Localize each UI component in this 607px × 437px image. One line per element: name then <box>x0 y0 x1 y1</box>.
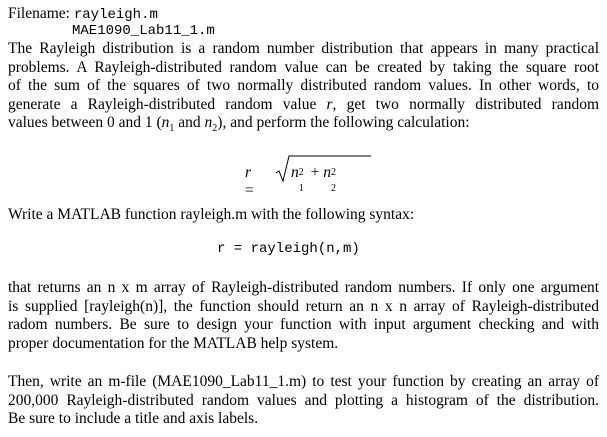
desc-line-2: is supplied [rayleigh(n)], the function should return an n x n array of Rayleigh-distributed <box>8 297 599 315</box>
test-line-3: Be sure to include a title and axis labels. <box>8 410 259 427</box>
desc-line-3: radom numbers. Be sure to design your function with input argument checking and with <box>8 316 599 333</box>
function-syntax: r = rayleigh(n,m) <box>217 241 360 257</box>
second-filename: MAE1090_Lab11_1.m <box>72 23 215 39</box>
test-line-1: Then, write an m-file (MAE1090_Lab11_1.m) to test your function by creating an array of <box>8 373 599 390</box>
description-paragraph <box>8 279 599 353</box>
intro-line-4: generate a Rayleigh-distributed random value r, get two normally distributed random <box>8 95 600 113</box>
intro-paragraph <box>8 40 599 133</box>
intro-line-2: problems. A Rayleigh-distributed random value can be created by taking the square root <box>8 58 599 76</box>
filename-line <box>8 5 158 23</box>
intro-line-3: of the sum of the squares of two normally distributed random values. In other words, to <box>8 77 599 94</box>
document-page: Filename: rayleigh.m MAE1090_Lab11_1.m The Rayleigh distribution is a random number distribution that appears in many practical problems. A Rayleigh-distributed random value can be created by taking the square root of the sum of the squares of two normally distributed random values. In other words, to generate a Rayleigh-distributed random value r, get two normally distributed random values between 0 and 1 ($n_1$ and $n_2$), and perform the following calculation: r = n 2 1 + n 2 2 Write a MATLAB function rayleigh.m with the following syntax: r = rayleigh(n,m) that returns an n x m array of Rayleigh-distributed random numbers. If only one argument is supplied [rayleigh(n)], the function should return an n x n array of Rayleigh-distributed radom numbers. Be sure to design your function with input argument checking and with proper documentation for the MATLAB help system. Then, write an m-file (MAE1090_Lab11_1.m) to test your function by creating an array of 200,000 Rayleigh-distributed random values and plotting a histogram of the distribution. Be sure to include a title and axis labels. <box>8 5 600 427</box>
desc-line-4: proper documentation for the MATLAB help system. <box>8 334 339 352</box>
intro-line-5: values between 0 and 1 ($n_1$ and $n_2$), and perform the following calculation: <box>8 114 470 135</box>
test-paragraph <box>8 373 599 429</box>
radicand: n 2 1 + n 2 2 <box>291 164 336 194</box>
syntax-intro: Write a MATLAB function rayleigh.m with the following syntax: <box>8 206 415 223</box>
filename-label: Filename: <box>8 5 74 22</box>
filename-value: rayleigh.m <box>73 7 158 23</box>
desc-line-1: that returns an n x m array of Rayleigh-distributed random numbers. If only one argument <box>8 279 599 296</box>
intro-line-1: The Rayleigh distribution is a random number distribution that appears in many practical <box>8 40 599 57</box>
test-line-2: 200,000 Rayleigh-distributed random values and plotting a histogram of the distribution. <box>8 391 599 409</box>
